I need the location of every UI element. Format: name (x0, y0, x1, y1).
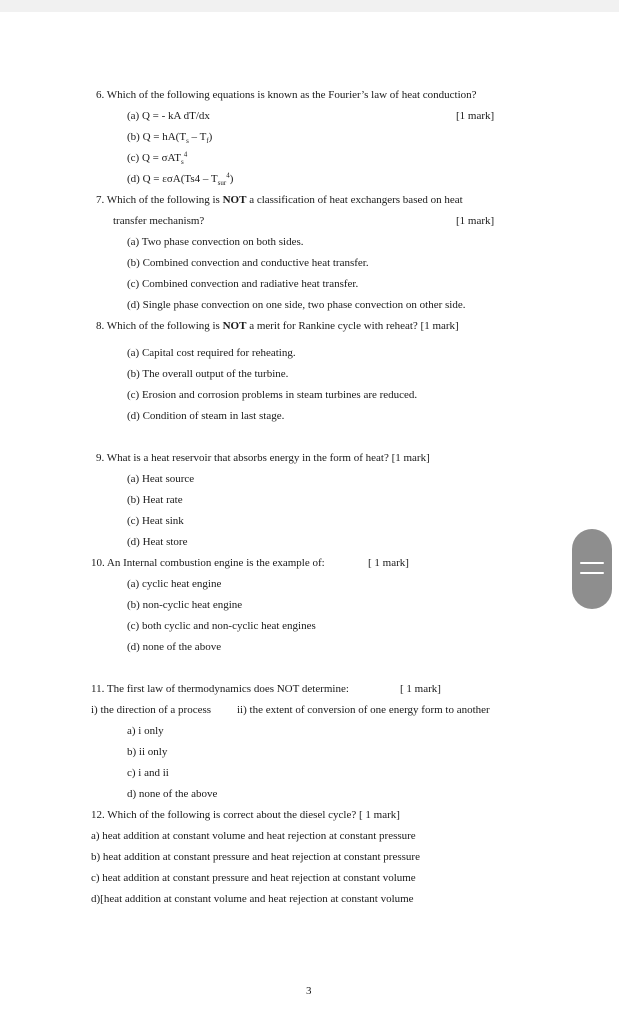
q11-statement-ii: ii) the extent of conversion of one energy form to another (237, 704, 490, 716)
q12-option-c: c) heat addition at constant pressure and heat rejection at constant volume (91, 872, 416, 884)
q9-option-c: (c) Heat sink (127, 515, 184, 527)
q7-stem-continued: transfer mechanism? (113, 215, 205, 227)
q11-mark: [ 1 mark] (400, 683, 441, 695)
q7-option-c: (c) Combined convection and radiative heat transfer. (127, 278, 359, 290)
q10-option-a: (a) cyclic heat engine (127, 578, 222, 590)
q11-option-a: a) i only (127, 725, 164, 737)
q10-stem: 10. An Internal combustion engine is the example of: (91, 557, 325, 569)
q7-mark: [1 mark] (456, 215, 495, 227)
q8-option-b: (b) The overall output of the turbine. (127, 368, 289, 380)
q10-option-b: (b) non-cyclic heat engine (127, 599, 243, 611)
q11-statement-i: i) the direction of a process (91, 704, 212, 716)
q11-stem: 11. The first law of thermodynamics does NOT determine: (91, 683, 349, 695)
q6-option-a: (a) Q = - kA dT/dx (127, 110, 210, 122)
q7-option-a: (a) Two phase convection on both sides. (127, 236, 304, 248)
q12-option-b: b) heat addition at constant pressure and heat rejection at constant pressure (91, 851, 420, 863)
q12-option-a: a) heat addition at constant volume and heat rejection at constant pressure (91, 830, 416, 842)
q12-stem: 12. Which of the following is correct about the diesel cycle? [ 1 mark] (91, 809, 400, 821)
q9-stem: 9. What is a heat reservoir that absorbs energy in the form of heat? [1 mark] (96, 452, 430, 464)
q6-stem: 6. Which of the following equations is known as the Fourier’s law of heat conduction? (96, 89, 477, 101)
q11-option-c: c) i and ii (127, 767, 169, 779)
q10-mark: [ 1 mark] (368, 557, 409, 569)
q10-option-c: (c) both cyclic and non-cyclic heat engines (127, 620, 316, 632)
q8-option-a: (a) Capital cost required for reheating. (127, 347, 296, 359)
q6-option-b: (b) $Q = hA(T_s - T_f)$ (127, 131, 213, 146)
q6-option-c: (c) Q = σAT$_s^4$ (127, 150, 188, 167)
q7-option-b: (b) Combined convection and conductive heat transfer. (127, 257, 369, 269)
scroll-drag-handle[interactable] (572, 529, 612, 609)
q10-option-d: (d) none of the above (127, 641, 222, 653)
q11-option-d: d) none of the above (127, 788, 218, 800)
q7-stem: 7. Which of the following is NOT a classification of heat exchangers based on heat (96, 194, 463, 206)
q12-option-d: d)[heat addition at constant volume and heat rejection at constant volume (91, 893, 414, 905)
q8-option-d: (d) Condition of steam in last stage. (127, 410, 285, 422)
q8-stem: 8. Which of the following is NOT a merit for Rankine cycle with reheat? [1 mark] (96, 320, 459, 332)
q8-option-c: (c) Erosion and corrosion problems in steam turbines are reduced. (127, 389, 418, 401)
q9-option-a: (a) Heat source (127, 473, 195, 485)
q6-mark: [1 mark] (456, 110, 495, 122)
q9-option-d: (d) Heat store (127, 536, 188, 548)
page-number: 3 (306, 985, 312, 997)
q9-option-b: (b) Heat rate (127, 494, 183, 506)
q11-option-b: b) ii only (127, 746, 168, 758)
q6-option-d: (d) $Q = \varepsilon\sigma A(Ts4 - T_{sur}^4)$ (127, 171, 234, 188)
viewer-top-bar (0, 0, 619, 12)
q7-option-d: (d) Single phase convection on one side, two phase convection on other side. (127, 299, 466, 311)
